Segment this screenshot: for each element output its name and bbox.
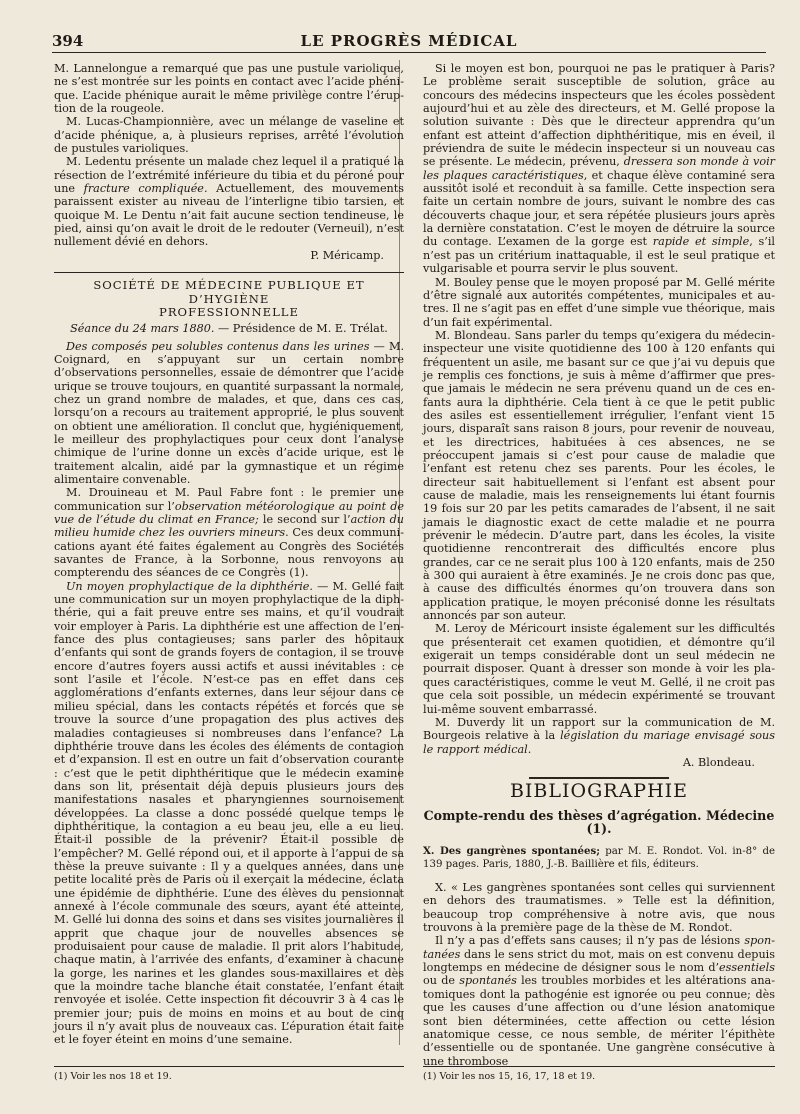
footnote-right: (1) Voir les nos 15, 16, 17, 18 et 19. bbox=[423, 1066, 775, 1082]
paragraph-lucas-championniere: M. Lucas-Championnière, avec un mélange de vaseline et d’acide phénique, a, à plusieurs reprises, arrêté l’évolution de pustules varioliques. bbox=[54, 115, 404, 156]
page-header bbox=[52, 30, 766, 53]
paragraph-drouineau: M. Drouineau et M. Paul Fabre font : le premier une communication sur l’observation météorologique au point de vue de l’étude du climat en France; le second sur l’action du milieu humide chez les ouvriers mineurs. Ces deux communications ayant été faites également au Congrès des Sociétés savantes de France, à la Sorbonne, nous renvoyons au compterendu des séances de ce Congrès (1). bbox=[54, 486, 404, 580]
signature-blondeau: A. Blondeau. bbox=[682, 755, 755, 769]
paragraph-gelle: Un moyen prophylactique de la diphthérie. — M. Gellé fait une communication sur un moyen prophylactique de la diphthérie, qui a fait preuve entre ses mains, et qu’il voudrait voir employer à Paris. La diphthérie est une affection de l’enfance des plus contagieuses; sans parler des hôpitaux d’enfants qui sont de grands foyers de contagion, il se trouve encore d’autres foyers aussi actifs et aussi inévitables : ce sont l’asile et l’école. N’est-ce pas en effet dans ces agglomérations d’enfants externes, dans leur séjour dans ce milieu spécial, dans les contacts répétés et forcés que se trouve la source d’une propagation des plus actives des maladies contagieuses si nombreuses dans l’enfance? La diphthérie trouve dans les écoles des éléments de contagion et d’expansion. Il est en outre un fait d’observation courante : c’est que le petit diphthéritique que le médecin examine dans son lit, présentait déjà depuis plusieurs jours des manifestations nasales et pharyngiennes sournoisement développées. La classe a donc possédé quelque temps le diphthéritique, la contagion a eu beau jeu, elle a eu lieu. Était-il possible de la prévenir? Était-il possible de l’empêcher? M. Gellé répond oui, et il apporte à l’appui de sa thèse la preuve suivante : Il y a quelques années, dans une petite localité près de Paris où il exerçait la médecine, éclata une épidémie de diphthérie. L’une des élèves du pensionnat annexé à l’école communale des sœurs, ayant été atteinte, M. Gellé lui donna des soins et dans ses visites journalières il apprit que chaque jour de nouvelles absences se produisaient pour cause de maladie. Il prit alors l’habitude, chaque matin, à l’arrivée des enfants, d’examiner à chacune la gorge, les narines et les glandes sous-maxillaires et dès que la moindre tache blanche était constatée, l’enfant était renvoyée et isolée. Cette inspection fit découvrir 3 à 4 cas le premier jour; puis de moins en moins et au bout de cinq jours il n’y avait plus de nouveaux cas. L’épuration était faite et le foyer éteint en moins d’une semaine. bbox=[54, 579, 404, 1047]
paragraph-rondot-definition: X. « Les gangrènes spontanées sont celles qui surviennent en dehors des traumatismes. » Telle est la définition, beaucoup trop compréhensive à notre avis, que nous trouvons à la première page de la thèse de M. Rondot. bbox=[423, 881, 775, 935]
bibliography-subheading: Compte-rendu des thèses d’agrégation. Médecine (1). bbox=[423, 807, 775, 836]
paragraph-leroy: M. Leroy de Méricourt insiste également sur les difficultés que présenterait cet examen quotidien, et démontre qu’il exigerait un temps considérable dont un seul médecin ne pourrait disposer. Quant à dresser son monde à voir les plaques caractéristiques, comme le veut M. Gellé, il ne croit pas que cela soit possible, un médecin expérimenté se trouvant lui-même souvent embarrassé. bbox=[423, 622, 775, 716]
bibliography-heading: BIBLIOGRAPHIE bbox=[509, 780, 689, 803]
left-column bbox=[54, 62, 404, 1047]
ornament-rule bbox=[529, 777, 670, 779]
page-number: 394 bbox=[52, 32, 84, 50]
journal-title: LE PROGRÈS MÉDICAL bbox=[300, 32, 518, 50]
seance-line: Séance du 24 mars 1880. — Présidence de M. E. Trélat. bbox=[70, 322, 388, 336]
paragraph-blondeau: M. Blondeau. Sans parler du temps qu’exigera du médecininspecteur une visite quotidienne des 100 à 120 enfants qui fréquentent un asile, me basant sur ce que j’ai vu depuis que je remplis ces fonctions, je suis à même d’affirmer que presque jamais le médecin ne sera prévenu quand un de ces enfants aura la diphthérie. Cela tient à ce que le petit public des asiles est essentiellement irrégulier, l’enfant vient 15 jours, disparaît sans raison 8 jours, pour revenir de nouveau, et les directrices, habituées à ces absences, ne se préoccupent jamais si c’est pour cause de maladie que l’enfant est retenu chez ses parents. Pour les écoles, le directeur sait habituellement si l’enfant est absent pour cause de maladie, mais les renseignements lui étant fournis 19 fois sur 20 par les petits camarades de l’absent, il ne sait jamais le diagnostic exact de cette maladie et ne pourra prévenir le médecin. D’autre part, dans les écoles, la visite quotidienne rencontrerait des difficultés encore plus grandes, car ce ne serait plus 100 à 120 enfants, mais de 250 à 300 qui auraient à être examinés. Je ne crois donc pas que, à cause des difficultés énormes qu’on trouvera dans son application pratique, le moyen préconisé donne les résultats annoncés par son auteur. bbox=[423, 328, 775, 623]
paragraph-duverdy: M. Duverdy lit un rapport sur la communication de M. Bourgeois relative à la législation du mariage envisagé sous le rapport médical. bbox=[423, 715, 775, 756]
paragraph-lannelongue: M. Lannelongue a remarqué que pas une pustule variolique, ne s’est montrée sur les points en contact avec l’acide phénique. L’acide phénique aurait le même privilège contre l’éruption de la rougeole. bbox=[54, 62, 404, 116]
signature-mericamp: P. Méricamp. bbox=[310, 248, 384, 262]
paragraph-coignard: Des composés peu solubles contenus dans les urines — M. Coignard, en s’appuyant sur un certain nombre d’observations personnelles, essaie de démontrer que l’acide urique se trouve toujours, en quantité surpassant la normale, chez un grand nombre de malades, et que, dans ces cas, lorsqu’on a recours au traitement approprié, le plus souvent on obtient une amélioration. Il conclut que, hygiéniquement, le meilleur des prophylactiques pour ceux dont l’analyse chimique de l’urine donne un excès d’acide urique, est le traitement alcalin, aidé par la gymnastique et un régime alimentaire convenable. bbox=[54, 339, 404, 486]
right-column bbox=[423, 62, 775, 1068]
paragraph-gelle-proposal: Si le moyen est bon, pourquoi ne pas le pratiquer à Paris? Le problème serait susceptible de solution, grâce au concours des médecins inspecteurs que les écoles possèdent aujourd’hui et au zèle des directeurs, et M. Gellé propose la solution suivante : Dès que le directeur apprendra qu’un enfant est atteint d’affection diphthéritique, mis en éveil, il préviendra de suite le médecin inspecteur si un nouveau cas se présente. Le médecin, prévenu, dressera son monde à voir les plaques caractéristiques, et chaque élève contaminé sera aussitôt isolé et reconduit à sa famille. Cette inspection sera faite un certain nombre de jours, suivant le nombre des cas découverts chaque jour, et sera répétée plusieurs jours après la dernière constatation. C’est le moyen de détruire la source du contage. L’examen de la gorge est rapide et simple, s’il n’est pas un critérium inattaquable, il est le seul pratique et vulgarisable et pourra servir le plus souvent. bbox=[423, 62, 776, 276]
section-rule bbox=[54, 272, 404, 273]
society-title-line2: PROFESSIONNELLE bbox=[159, 304, 299, 319]
society-title: SOCIÉTÉ DE MÉDECINE PUBLIQUE ET D’HYGIÈNE bbox=[93, 278, 365, 306]
paragraph-ledentu: M. Ledentu présente un malade chez lequel il a pratiqué la résection de l’extrémité inférieure du tibia et du péroné pour une fracture compliquée. Actuellement, des mouvements paraissent exister au niveau de l’interligne tibio tarsien, et quoique M. Le Dentu n’ait fait aucune section tendineuse, le pied, ainsi qu’on avait le droit de le redouter (Verneuil), n’est nullement dévié en dehors. bbox=[54, 155, 405, 249]
bibliography-entry: X. Des gangrènes spontanées; par M. E. Rondot. Vol. in-8° de 139 pages. Paris, 1880, J.-B. Baillière et fils, éditeurs. bbox=[423, 845, 775, 870]
paragraph-bouley: M. Bouley pense que le moyen proposé par M. Gellé mérite d’être signalé aux autorités compétentes, municipales et autres. Il ne s’agit pas en effet d’une simple vue théorique, mais d’un fait expérimental. bbox=[423, 275, 775, 329]
paragraph-rondot-causes: Il n’y a pas d’effets sans causes; il n’y pas de lésions spontanées dans le sens strict du mot, mais on est convenu depuis longtemps en médecine de désigner sous le nom d’essentiels ou de spontanés les troubles morbides et les altérations anatomiques dont la pathogénie est ignorée ou peu connue; dès que les causes d’une affection ou d’une lésion anatomique sont bien déterminées, cette affection ou cette lésion anatomique cesse, ce nous semble, de mériter l’épithète d’essentielle ou de spontanée. Une gangrène consécutive à une thrombose bbox=[423, 934, 775, 1068]
footnote-left: (1) Voir les nos 18 et 19. bbox=[54, 1066, 404, 1082]
